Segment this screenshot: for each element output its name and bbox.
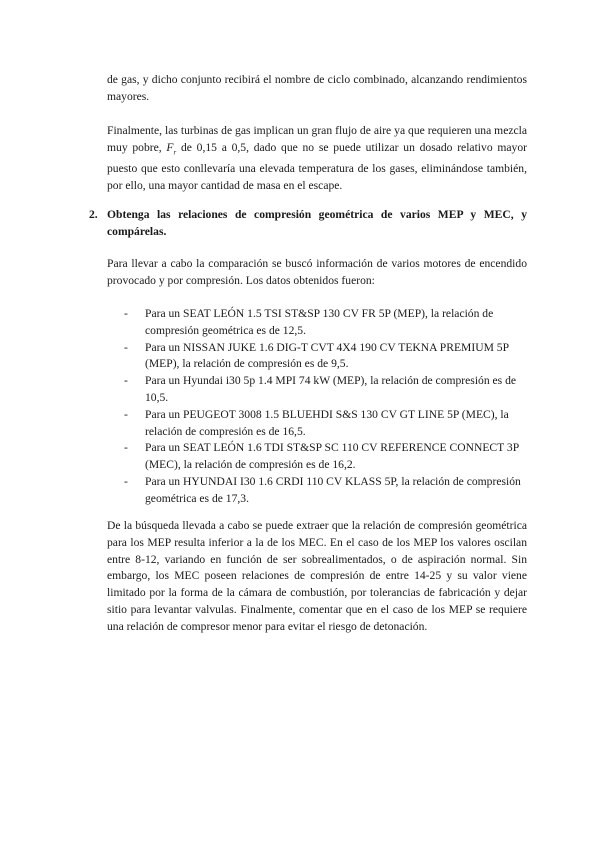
paragraph-comparacion: Para llevar a cabo la comparación se buscó información de varios motores de encendido provocado y por compresión. Los datos obtenidos fueron: <box>107 257 527 287</box>
question-text: Obtenga las relaciones de compresión geométrica de varios MEP y MEC, y compárelas. <box>107 208 527 238</box>
dosado-relativo-symbol: $F_r$ <box>166 140 177 157</box>
question-number: 2. <box>89 208 98 221</box>
engine-list <box>124 306 534 508</box>
turbinas-text-before: Finalmente, las turbinas de gas implican un gran flujo de aire ya que requieren una mezcla muy pobre, <box>107 124 527 154</box>
list-item: - Para un NISSAN JUKE 1.6 DIG-T CVT 4X4 190 CV TEKNA PREMIUM 5P (MEP), la relación de compresión es de 9,5. <box>124 340 509 371</box>
turbinas-text-after: de 0,15 a 0,5, dado que no se puede utilizar un dosado relativo mayor puesto que esto conllevaría una elevada temperatura de los gases, eliminándose también, por ello, una mayor cantidad de masa en el escape. <box>107 140 527 192</box>
list-item: - Para un SEAT LEÓN 1.6 TDI ST&SP SC 110 CV REFERENCE CONNECT 3P (MEC), la relación de compresión es de 16,2. <box>124 441 519 472</box>
paragraph-turbinas <box>107 123 527 195</box>
list-item: - Para un SEAT LEÓN 1.5 TSI ST&SP 130 CV FR 5P (MEP), la relación de compresión geométrica es de 12,5. <box>124 307 494 337</box>
list-item: - Para un Hyundai i30 5p 1.4 MPI 74 kW (MEP), la relación de compresión es de 10,5. <box>124 374 517 404</box>
paragraph-intro-end: de gas, y dicho conjunto recibirá el nombre de ciclo combinado, alcanzando rendimientos mayores. <box>107 73 527 103</box>
question-heading <box>89 207 527 241</box>
paragraph-conclusion: De la búsqueda llevada a cabo se puede extraer que la relación de compresión geométrica para los MEP resulta inferior a la de los MEC. En el caso de los MEP los valores oscilan entre 8-12, variando en función de ser sobrealimentados, o de aspiración normal. Sin embargo, los MEC poseen relaciones de compresión de entre 14-25 y su valor viene limitado por la forma de la cámara de combustión, por tolerancias de fabricación y dejar sitio para levantar valvulas. Finalmente, comentar que en el caso de los MEP se requiere una relación de compresor menor para evitar el riesgo de detonación. <box>107 519 527 633</box>
list-item: - Para un PEUGEOT 3008 1.5 BLUEHDI S&S 130 CV GT LINE 5P (MEC), la relación de compresión es de 16,5. <box>124 407 509 438</box>
list-item: - Para un HYUNDAI I30 1.6 CRDI 110 CV KLASS 5P, la relación de compresión geométrica es de 17,3. <box>124 474 521 505</box>
